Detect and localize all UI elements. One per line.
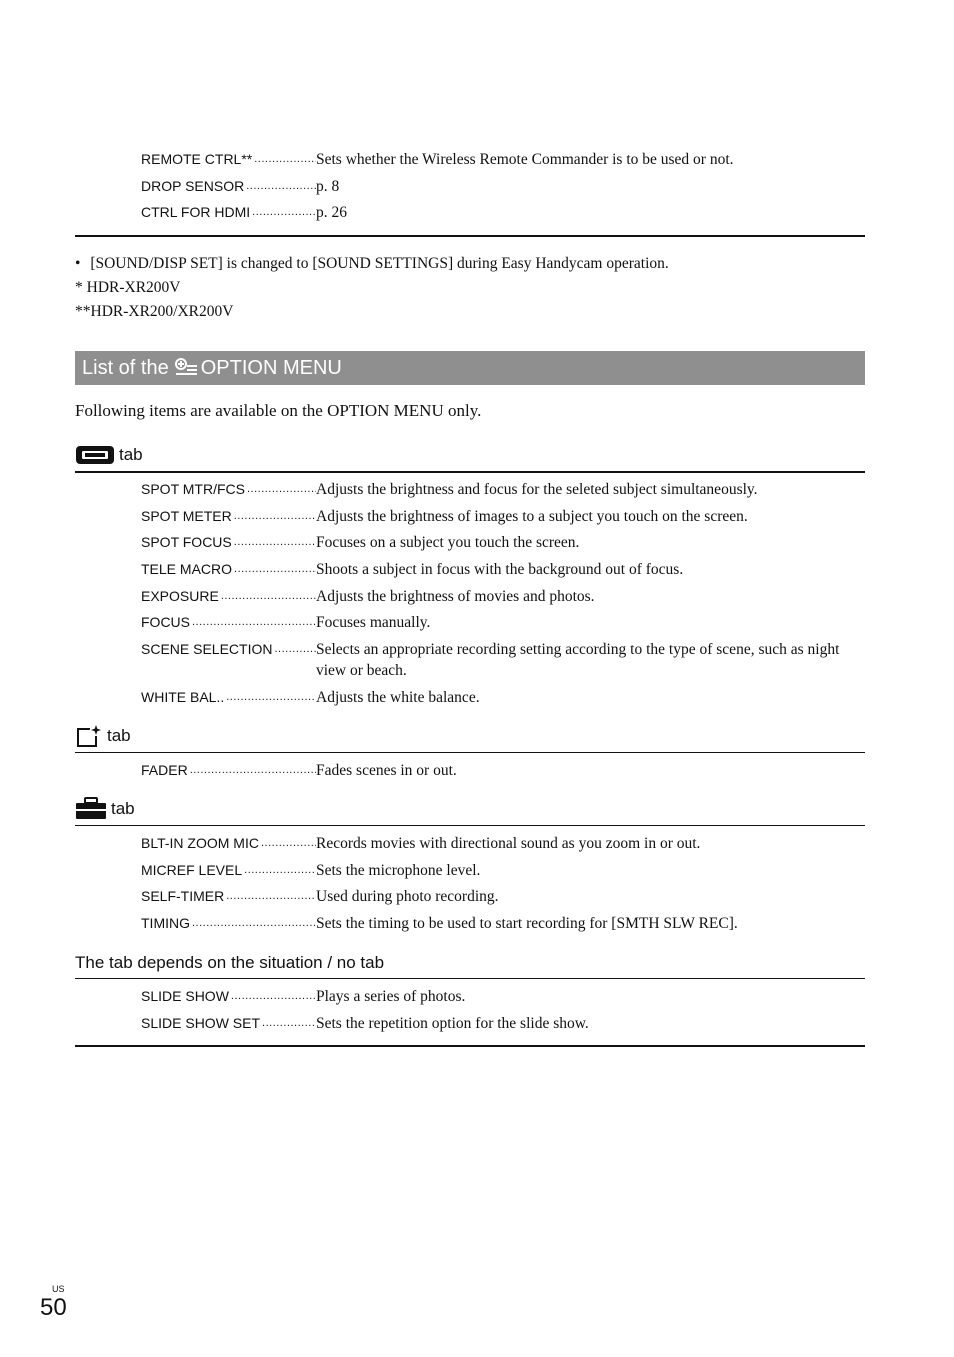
section-heading [75,351,865,385]
bullet-note [75,253,669,275]
menu-term: SELF-TIMER [141,888,225,904]
menu-row [141,559,865,580]
divider [75,752,865,753]
menu-row [141,506,865,527]
menu-term: CTRL FOR HDMI [141,204,251,220]
toolbox-tab-heading [75,797,135,821]
menu-term: SLIDE SHOW [141,988,229,1004]
section-intro: Following items are available on the OPTION MENU only. [75,401,482,420]
camera-tab-icon [75,443,115,467]
menu-term: BLT-IN ZOOM MIC [141,835,259,851]
tab-label: tab [111,799,135,818]
menu-term: SPOT FOCUS [141,534,232,550]
menu-term: SPOT METER [141,508,232,524]
menu-desc: Focuses on a subject you touch the screen. [316,534,580,551]
camera-tab-heading [75,443,143,467]
menu-term: DROP SENSOR [141,178,245,194]
menu-term: REMOTE CTRL** [141,151,253,167]
divider [75,1045,865,1047]
section-title-prefix: List of the [82,356,169,379]
section-title-suffix: OPTION MENU [200,356,342,379]
menu-term: FOCUS [141,614,190,630]
menu-desc: Shoots a subject in focus with the background out of focus. [316,561,684,578]
menu-desc: Sets the microphone level. [316,862,481,879]
menu-row [141,760,865,781]
menu-row [141,639,865,681]
menu-term: EXPOSURE [141,588,219,604]
menu-desc: p. 26 [316,204,347,221]
menu-row [141,586,865,607]
menu-desc: Adjusts the brightness of movies and photos. [316,588,595,605]
page-number: 50 [40,1294,67,1321]
menu-row [141,986,865,1007]
menu-desc: Selects an appropriate recording setting according to the type of scene, such as night view or beach. [316,641,840,679]
menu-desc: Adjusts the white balance. [316,689,480,706]
menu-row [141,886,865,907]
divider [75,235,865,237]
effect-tab-heading [75,724,131,748]
menu-row [141,687,865,708]
menu-desc: Adjusts the brightness and focus for the seleted subject simultaneously. [316,481,758,498]
menu-desc: Focuses manually. [316,614,431,631]
menu-desc: Adjusts the brightness of images to a subject you touch on the screen. [316,508,748,525]
menu-row [141,913,865,934]
menu-term: FADER [141,762,188,778]
menu-row [141,532,865,553]
menu-desc: Records movies with directional sound as you zoom in or out. [316,835,701,852]
bullet-mark: • [75,255,81,272]
menu-row [141,479,865,500]
menu-row [141,202,865,223]
effect-tab-icon [75,724,103,748]
option-menu-icon [174,358,198,378]
menu-desc: p. 8 [316,178,340,195]
menu-term: SPOT MTR/FCS [141,481,245,497]
page-region: US [52,1284,65,1294]
tab-label: tab [119,445,143,464]
menu-desc: Sets the repetition option for the slide show. [316,1015,589,1032]
bullet-text: [SOUND/DISP SET] is changed to [SOUND SETTINGS] during Easy Handycam operation. [90,255,669,272]
menu-row [141,860,865,881]
menu-desc: Sets the timing to be used to start recording for [SMTH SLW REC]. [316,915,738,932]
toolbox-tab-icon [75,797,107,821]
menu-term: WHITE BAL.. [141,689,225,705]
menu-term: TIMING [141,915,190,931]
menu-row [141,612,865,633]
situation-heading-text: The tab depends on the situation / no tab [75,953,385,972]
menu-row [141,149,865,170]
menu-term: TELE MACRO [141,561,233,577]
footnote: * HDR-XR200V [75,279,181,296]
menu-term: SCENE SELECTION [141,641,273,657]
menu-term: MICREF LEVEL [141,862,243,878]
divider [75,978,865,979]
menu-desc: Plays a series of photos. [316,988,466,1005]
menu-desc: Sets whether the Wireless Remote Commander is to be used or not. [316,151,734,168]
menu-row [141,176,865,197]
footnote: **HDR-XR200/XR200V [75,303,234,320]
menu-desc: Used during photo recording. [316,888,499,905]
menu-row [141,1013,865,1034]
divider [75,471,865,473]
menu-term: SLIDE SHOW SET [141,1015,261,1031]
tab-label: tab [107,726,131,745]
menu-row [141,833,865,854]
menu-desc: Fades scenes in or out. [316,762,457,779]
divider [75,825,865,826]
situation-heading [75,953,384,973]
